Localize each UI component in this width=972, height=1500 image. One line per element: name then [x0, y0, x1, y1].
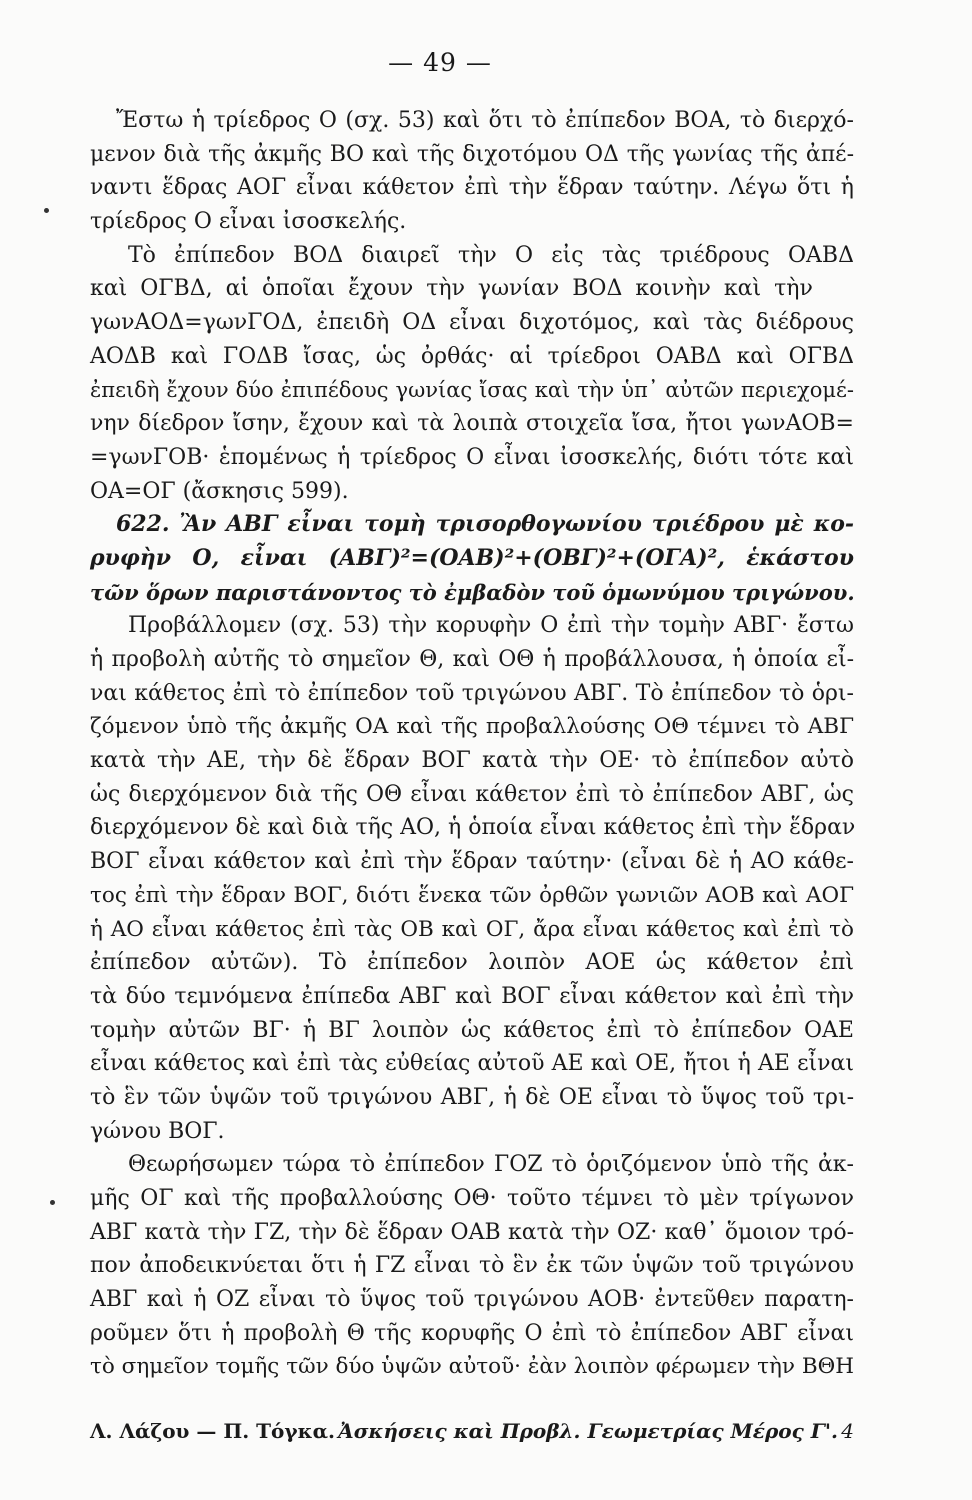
footer-signature: 4 [841, 1419, 854, 1443]
text-line: ἡ ΑΟ εἶναι κάθετος ἐπὶ τὰς ΟΒ καὶ ΟΓ, ἄρα εἶναι κάθετος καὶ ἐπὶ τὸ [90, 916, 854, 942]
text-line: ἐπειδὴ ἔχουν δύο ἐπιπέδους γωνίας ἴσας καὶ τὴν ὑπ᾽ αὐτῶν περιεχομέ- [90, 377, 854, 402]
text-line: Τὸ ἐπίπεδον ΒΟΔ διαιρεῖ τὴν Ο εἰς τὰς τριέδρους ΟΑΒΔ [128, 242, 854, 268]
text-line: γωνΑΟΔ=γωνΓΟΔ, ἐπειδὴ ΟΔ εἶναι διχοτόμος, καὶ τὰς διέδρους [90, 310, 854, 336]
page-footer [90, 1416, 854, 1446]
text-line: ΑΟΔΒ καὶ ΓΟΔΒ ἴσας, ὡς ὀρθάς· αἱ τρίεδροι ΟΑΒΔ καὶ ΟΓΒΔ [90, 343, 854, 369]
theorem-line: 622. Ἂν ΑΒΓ εἶναι τομὴ τρισορθογωνίου τριέδρου μὲ κο- [116, 511, 854, 538]
text-line: γώνου ΒΟΓ. [90, 1118, 225, 1144]
theorem-line: τῶν ὅρων παριστάνοντος τὸ ἐμβαδὸν τοῦ ὁμωνύμου τριγώνου. [90, 579, 855, 605]
text-line: ναντι ἕδρας ΑΟΓ εἶναι κάθετον ἐπὶ τὴν ἕδραν ταύτην. Λέγω ὅτι ἡ [90, 175, 854, 201]
text-line: τρίεδρος Ο εἶναι ἰσοσκελής. [90, 209, 407, 235]
text-line: ἡ προβολὴ αὐτῆς τὸ σημεῖον Θ, καὶ ΟΘ ἡ προβάλλουσα, ἡ ὁποία εἶ- [90, 647, 854, 672]
text-line: κατὰ τὴν ΑΕ, τὴν δὲ ἕδραν ΒΟΓ κατὰ τὴν ΟΕ· τὸ ἐπίπεδον αὐτὸ [90, 748, 854, 774]
text-line: ζόμενον ὑπὸ τῆς ἀκμῆς ΟΑ καὶ τῆς προβαλλούσης ΟΘ τέμνει τὸ ΑΒΓ [90, 714, 854, 740]
text-line: τος ἐπὶ τὴν ἕδραν ΒΟΓ, διότι ἕνεκα τῶν ὀρθῶν γωνιῶν ΑΟΒ καὶ ΑΟΓ [90, 882, 854, 908]
text-line: πον ἀποδεικνύεται ὅτι ἡ ΓΖ εἶναι τὸ ἓν ἐκ τῶν ὑψῶν τοῦ τριγώνου [90, 1253, 854, 1279]
text-line: καὶ ΟΓΒΔ, αἱ ὁποῖαι ἔχουν τὴν γωνίαν ΒΟΔ κοινὴν καὶ τὴν [90, 276, 813, 302]
text-line: ΑΒΓ κατὰ τὴν ΓΖ, τὴν δὲ ἕδραν ΟΑΒ κατὰ τὴν ΟΖ· καθ᾽ ὅμοιον τρό- [90, 1219, 854, 1245]
text-line: εἶναι κάθετος καὶ ἐπὶ τὰς εὐθείας αὐτοῦ ΑΕ καὶ ΟΕ, ἤτοι ἡ ΑΕ εἶναι [90, 1051, 854, 1077]
margin-dot-mark [50, 1200, 55, 1205]
page-number: — 49 — [388, 48, 492, 77]
text-line: μενον διὰ τῆς ἀκμῆς ΒΟ καὶ τῆς διχοτόμου ΟΔ τῆς γωνίας τῆς ἀπέ- [90, 141, 854, 167]
text-line: ὡς διερχόμενον διὰ τῆς ΟΘ εἶναι κάθετον ἐπὶ τὸ ἐπίπεδον ΑΒΓ, ὡς [90, 781, 854, 807]
text-line: τὰ δύο τεμνόμενα ἐπίπεδα ΑΒΓ καὶ ΒΟΓ εἶναι κάθετον καὶ ἐπὶ τὴν [90, 983, 854, 1009]
text-line: =γωνΓΟΒ· ἑπομένως ἡ τρίεδρος Ο εἶναι ἰσοσκελής, διότι τότε καὶ [90, 444, 854, 470]
text-body [90, 104, 854, 1384]
text-line: νην δίεδρον ἴσην, ἔχουν καὶ τὰ λοιπὰ στοιχεῖα ἴσα, ἤτοι γωνΑΟΒ= [90, 411, 854, 437]
text-line: μῆς ΟΓ καὶ τῆς προβαλλούσης ΟΘ· τοῦτο τέμνει τὸ μὲν τρίγωνον [90, 1186, 854, 1211]
footer-authors: Λ. Λάζου — Π. Τόγκα. [90, 1419, 335, 1443]
margin-dot-mark [44, 208, 49, 213]
text-line: Θεωρήσωμεν τώρα τὸ ἐπίπεδον ΓΟΖ τὸ ὁριζόμενον ὑπὸ τῆς ἀκ- [128, 1152, 854, 1178]
text-line: ναι κάθετος ἐπὶ τὸ ἐπίπεδον τοῦ τριγώνου ΑΒΓ. Τὸ ἐπίπεδον τὸ ὁρι- [90, 680, 854, 706]
text-line: τὸ σημεῖον τομῆς τῶν δύο ὑψῶν αὐτοῦ· ἐὰν λοιπὸν φέρωμεν τὴν ΒΘΗ [90, 1354, 855, 1380]
text-line: τομὴν αὐτῶν ΒΓ· ἡ ΒΓ λοιπὸν ὡς κάθετος ἐπὶ τὸ ἐπίπεδον ΟΑΕ [90, 1017, 854, 1043]
text-line: ροῦμεν ὅτι ἡ προβολὴ Θ τῆς κορυφῆς Ο ἐπὶ τὸ ἐπίπεδον ΑΒΓ εἶναι [90, 1320, 854, 1346]
text-line: Ἔστω ἡ τρίεδρος Ο (σχ. 53) καὶ ὅτι τὸ ἐπίπεδον ΒΟΑ, τὸ διερχό- [116, 108, 854, 133]
footer-book-title: Ἀσκήσεις καὶ Προβλ. Γεωμετρίας Μέρος Γ'. [338, 1419, 839, 1443]
text-line: διερχόμενον δὲ καὶ διὰ τῆς ΑΟ, ἡ ὁποία εἶναι κάθετος ἐπὶ τὴν ἕδραν [90, 815, 856, 841]
text-line: ἐπίπεδον αὐτῶν). Τὸ ἐπίπεδον λοιπὸν ΑΟΕ ὡς κάθετον ἐπὶ [90, 950, 854, 976]
theorem-line: ρυφὴν Ο, εἶναι (ΑΒΓ)²=(ΟΑΒ)²+(ΟΒΓ)²+(ΟΓΑ)², ἑκάστου [90, 544, 854, 571]
text-line: ΒΟΓ εἶναι κάθετον καὶ ἐπὶ τὴν ἕδραν ταύτην· (εἶναι δὲ ἡ ΑΟ κάθε- [90, 849, 854, 875]
text-line: Προβάλλομεν (σχ. 53) τὴν κορυφὴν Ο ἐπὶ τὴν τομὴν ΑΒΓ· ἔστω [128, 613, 854, 639]
text-line: ΑΒΓ καὶ ἡ ΟΖ εἶναι τὸ ὕψος τοῦ τριγώνου ΑΟΒ· ἐντεῦθεν παρατη- [90, 1287, 854, 1313]
text-line: ΟΑ=ΟΓ (ἄσκησις 599). [90, 478, 349, 504]
text-line: τὸ ἓν τῶν ὑψῶν τοῦ τριγώνου ΑΒΓ, ἡ δὲ ΟΕ εἶναι τὸ ὕψος τοῦ τρι- [90, 1084, 854, 1110]
